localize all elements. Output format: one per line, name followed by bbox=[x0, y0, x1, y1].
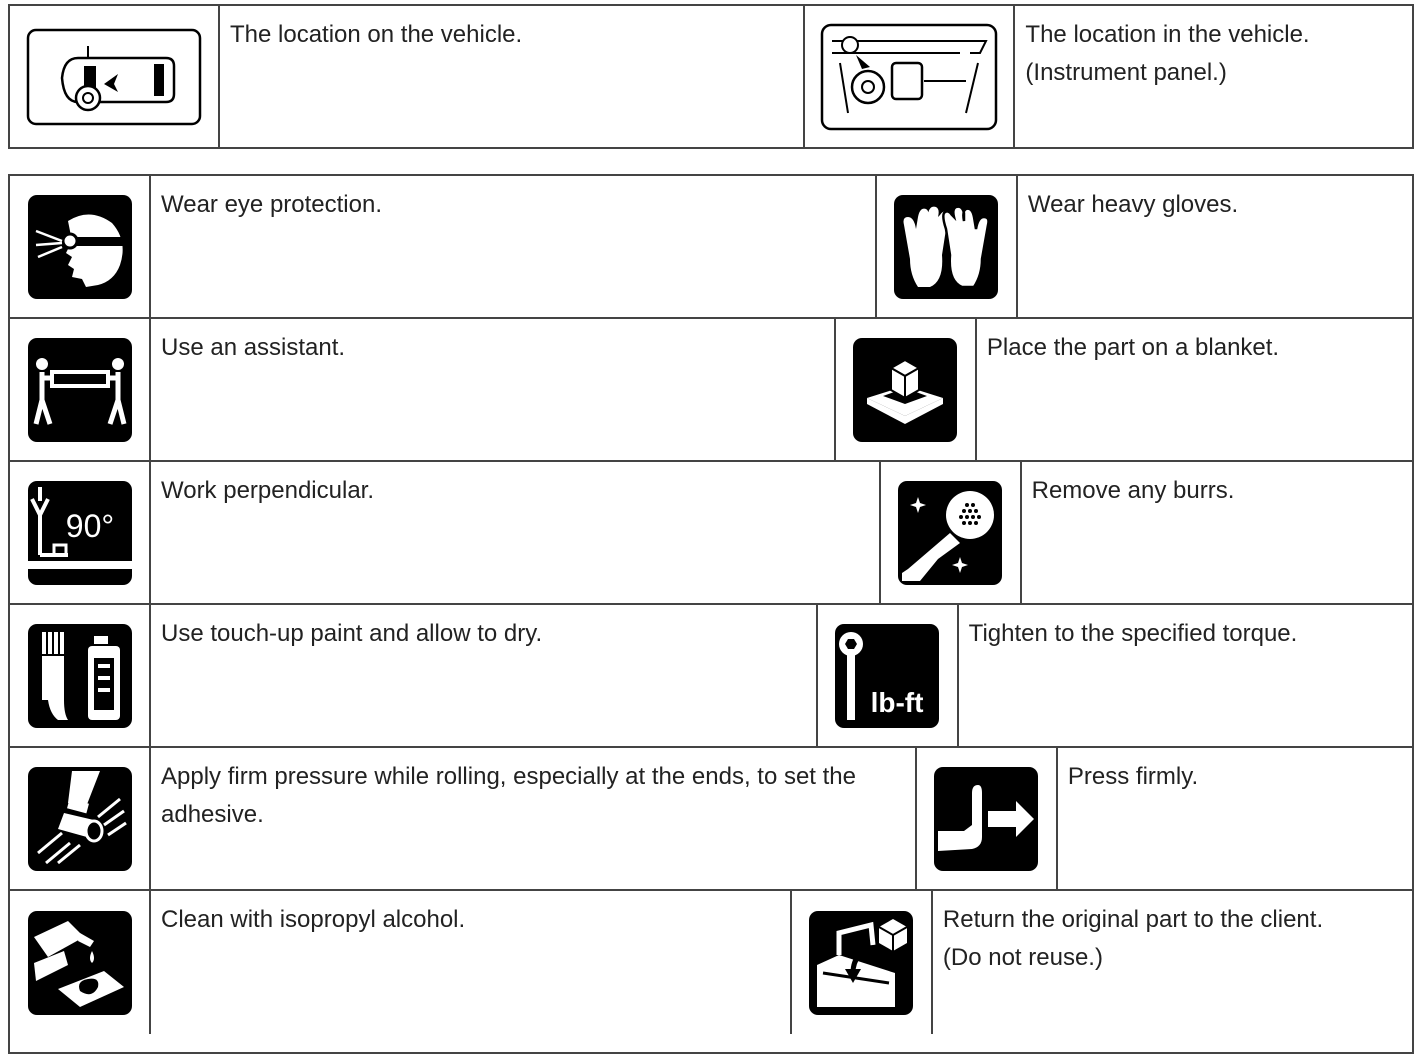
symbols-row bbox=[10, 605, 1412, 748]
symbols-row bbox=[10, 891, 1412, 1034]
vehicle-location-icon bbox=[26, 28, 202, 126]
icon-cell bbox=[10, 891, 151, 1034]
isopropyl-alcohol-icon bbox=[28, 911, 132, 1015]
icon-cell bbox=[836, 319, 977, 460]
symbol-description: Clean with isopropyl alcohol. bbox=[151, 891, 792, 1034]
torque-label: lb-ft bbox=[870, 686, 924, 718]
symbol-description: Press firmly. bbox=[1067, 763, 1199, 790]
symbol-description: Apply firm pressure while rolling, especially at the ends, to set the adhesive. bbox=[151, 748, 917, 889]
eye-protection-icon bbox=[28, 195, 132, 299]
return-part-icon bbox=[809, 911, 913, 1015]
icon-cell bbox=[10, 462, 151, 603]
press-firmly-icon bbox=[934, 767, 1038, 871]
symbol-description: Wear eye protection. bbox=[151, 176, 877, 317]
icon-cell bbox=[881, 462, 1022, 603]
icon-cell bbox=[917, 748, 1058, 889]
symbol-description: Use an assistant. bbox=[151, 319, 836, 460]
icon-cell bbox=[792, 891, 933, 1034]
assistant-icon bbox=[28, 338, 132, 442]
symbol-description: Wear heavy gloves. bbox=[1027, 191, 1239, 218]
icon-cell bbox=[877, 176, 1018, 317]
symbol-description: Return the original part to the client. (Do not reuse.) bbox=[942, 906, 1324, 971]
icon-cell bbox=[818, 605, 959, 746]
icon-cell bbox=[10, 176, 151, 317]
symbol-description: Remove any burrs. bbox=[1031, 477, 1235, 504]
symbol-description: Use touch-up paint and allow to dry. bbox=[151, 605, 818, 746]
symbols-row bbox=[10, 462, 1412, 605]
remove-burrs-icon bbox=[898, 481, 1002, 585]
location-table bbox=[8, 4, 1414, 149]
symbol-description: Place the part on a blanket. bbox=[986, 334, 1280, 361]
icon-cell bbox=[10, 605, 151, 746]
location-row bbox=[10, 6, 1412, 147]
perpendicular-icon bbox=[28, 481, 132, 585]
location-icon-cell bbox=[10, 6, 220, 147]
torque-icon bbox=[835, 624, 939, 728]
symbols-row bbox=[10, 319, 1412, 462]
roller-icon bbox=[28, 767, 132, 871]
symbols-table bbox=[8, 174, 1414, 1054]
icon-cell bbox=[10, 748, 151, 889]
symbols-row bbox=[10, 748, 1412, 891]
symbol-description: Work perpendicular. bbox=[151, 462, 881, 603]
location-text: The location on the vehicle. bbox=[220, 6, 805, 147]
symbols-row bbox=[10, 176, 1412, 319]
touch-up-paint-icon bbox=[28, 624, 132, 728]
symbol-description: Tighten to the specified torque. bbox=[968, 620, 1298, 647]
icon-cell bbox=[10, 319, 151, 460]
instrument-panel-location-icon bbox=[820, 23, 998, 131]
perpendicular-label: 90° bbox=[65, 507, 114, 544]
location-icon-cell bbox=[805, 6, 1015, 147]
heavy-gloves-icon bbox=[894, 195, 998, 299]
blanket-icon bbox=[853, 338, 957, 442]
location-text: The location in the vehicle. (Instrument panel.) bbox=[1025, 21, 1310, 86]
